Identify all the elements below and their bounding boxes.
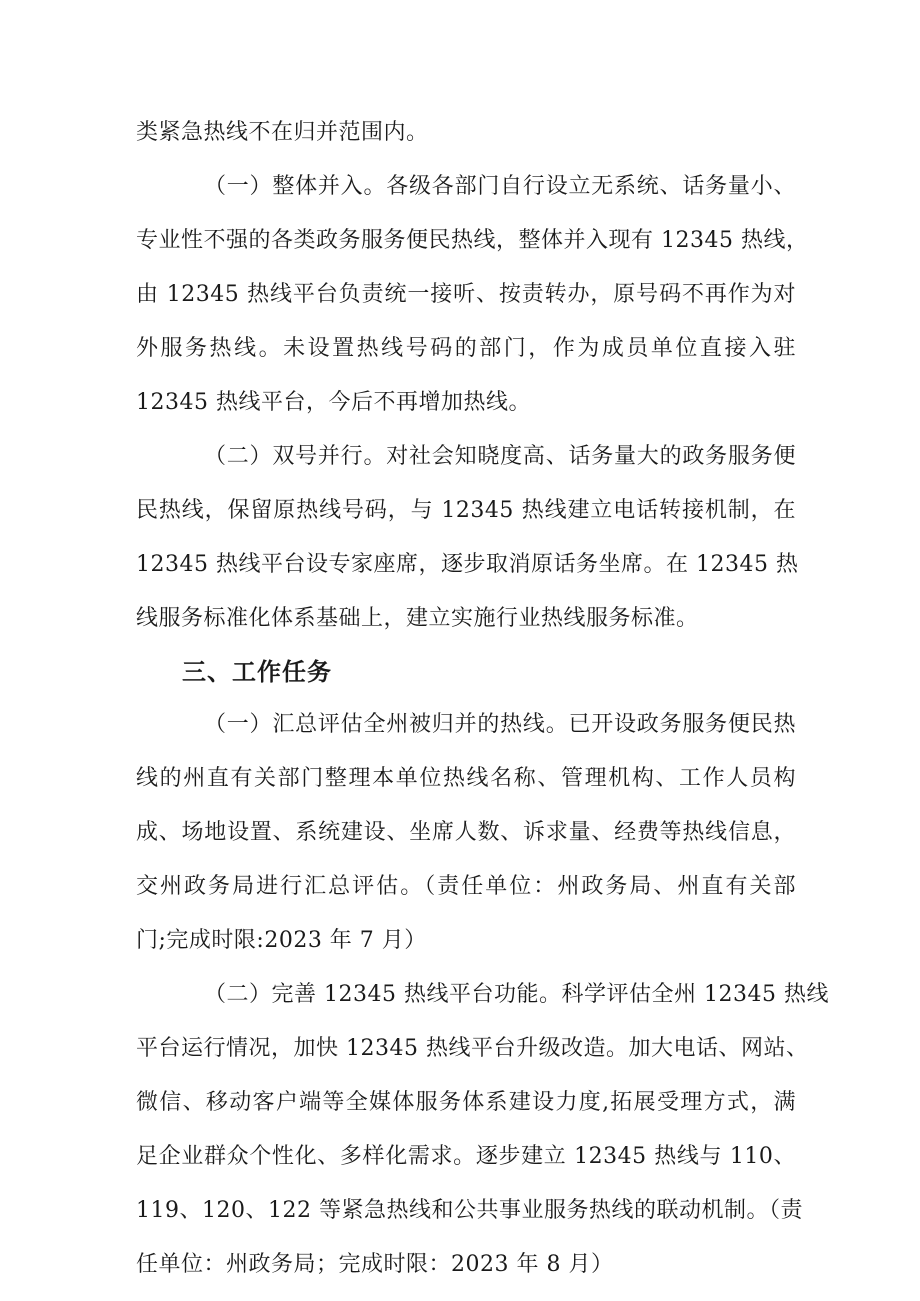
section-heading: 三、工作任务 bbox=[182, 658, 332, 686]
paragraph-line: 由 12345 热线平台负责统一接听、按责转办，原号码不再作为对 bbox=[136, 282, 796, 307]
paragraph-line: 微信、移动客户端等全媒体服务体系建设力度,拓展受理方式，满 bbox=[136, 1090, 796, 1115]
paragraph-line: 任单位：州政务局；完成时限：2023 年 8 月） bbox=[136, 1252, 614, 1277]
paragraph-line: 外服务热线。未设置热线号码的部门，作为成员单位直接入驻 bbox=[136, 336, 796, 361]
paragraph-line: 成、场地设置、系统建设、坐席人数、诉求量、经费等热线信息， bbox=[136, 820, 796, 845]
paragraph-line: （一）汇总评估全州被归并的热线。已开设政务服务便民热 bbox=[204, 712, 796, 737]
paragraph-line: 12345 热线平台，今后不再增加热线。 bbox=[136, 390, 531, 415]
paragraph-line: 门;完成时限:2023 年 7 月） bbox=[136, 928, 427, 953]
paragraph-line: 交州政务局进行汇总评估。（责任单位：州政务局、州直有关部 bbox=[136, 874, 796, 899]
paragraph-line: 平台运行情况，加快 12345 热线平台升级改造。加大电话、网站、 bbox=[136, 1036, 809, 1061]
paragraph-line: 线服务标准化体系基础上，建立实施行业热线服务标准。 bbox=[136, 606, 699, 631]
paragraph-line: （一）整体并入。各级各部门自行设立无系统、话务量小、 bbox=[204, 174, 796, 199]
paragraph-line: 民热线，保留原热线号码，与 12345 热线建立电话转接机制，在 bbox=[136, 498, 796, 523]
paragraph-line: 线的州直有关部门整理本单位热线名称、管理机构、工作人员构 bbox=[136, 766, 796, 791]
paragraph-line: （二）完善 12345 热线平台功能。科学评估全州 12345 热线 bbox=[204, 982, 829, 1007]
paragraph-line: 足企业群众个性化、多样化需求。逐步建立 12345 热线与 110、 bbox=[136, 1144, 796, 1169]
paragraph-line: （二）双号并行。对社会知晓度高、话务量大的政务服务便 bbox=[204, 444, 796, 469]
paragraph-line: 12345 热线平台设专家座席，逐步取消原话务坐席。在 12345 热 bbox=[136, 552, 799, 577]
paragraph-line: 类紧急热线不在归并范围内。 bbox=[136, 120, 429, 145]
paragraph-line: 119、120、122 等紧急热线和公共事业服务热线的联动机制。（责 bbox=[136, 1198, 803, 1223]
paragraph-line: 专业性不强的各类政务服务便民热线，整体并入现有 12345 热线， bbox=[136, 228, 809, 253]
